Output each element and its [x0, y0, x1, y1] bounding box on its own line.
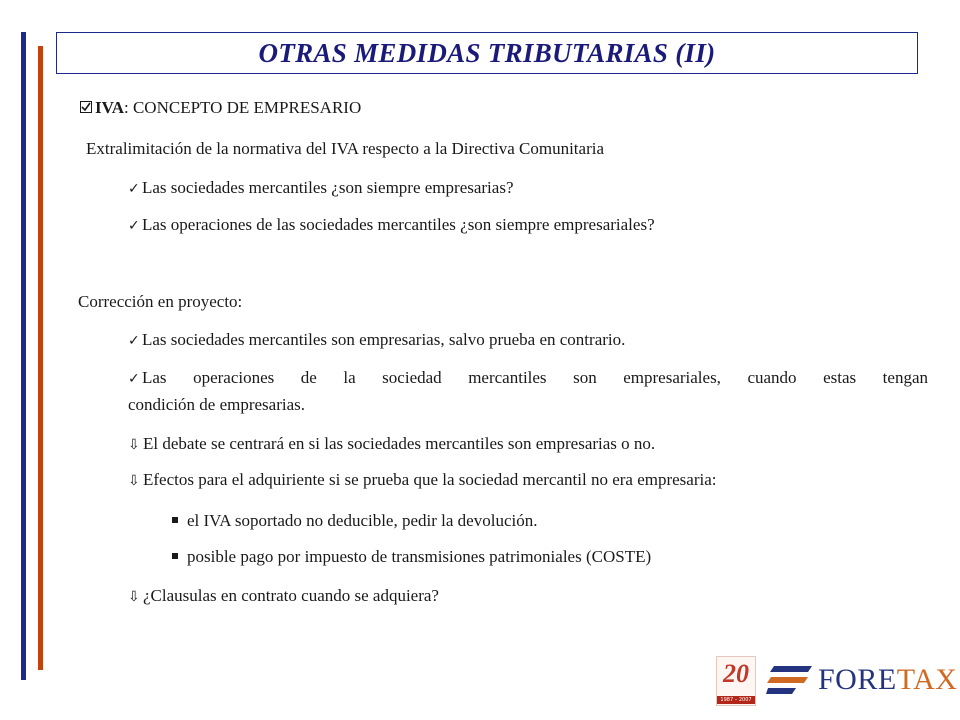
seal-years: 1987 – 2007 — [717, 696, 755, 704]
left-blue-bar — [21, 32, 26, 680]
seal-number: 20 — [723, 659, 749, 688]
list-item-text: El debate se centrará en si las sociedades mercantiles son empresarias o no. — [143, 434, 656, 453]
foretax-logo — [716, 656, 958, 706]
list-item-text: Las sociedades mercantiles son empresarias, salvo prueba en contrario. — [142, 330, 626, 349]
slide-title: OTRAS MEDIDAS TRIBUTARIAS (II) — [258, 37, 716, 68]
list-item — [128, 367, 928, 390]
checkmark-icon: ✓ — [128, 181, 140, 197]
intro-text: Extralimitación de la normativa del IVA respecto a la Directiva Comunitaria — [86, 139, 605, 158]
left-red-bar — [38, 46, 43, 670]
brand-stripes-icon — [766, 664, 812, 698]
list-item-text: Las operaciones de la sociedad mercantiles son empresariales, cuando estas tengan — [142, 368, 928, 387]
list-item-text: Efectos para el adquiriente si se prueba que la sociedad mercantil no era empresaria: — [143, 470, 717, 489]
list-item — [128, 329, 625, 352]
list-item-text: el IVA soportado no deducible, pedir la devolución. — [187, 511, 538, 530]
square-bullet-icon — [172, 553, 178, 559]
down-arrow-icon: ⇩ — [128, 437, 140, 453]
slide-title-box — [56, 32, 918, 74]
checkmark-icon: ✓ — [128, 333, 140, 349]
list-item — [172, 510, 537, 532]
section-heading-rest: : CONCEPTO DE EMPRESARIO — [123, 98, 362, 117]
list-item — [128, 214, 655, 237]
list-item — [172, 546, 651, 568]
list-item — [128, 177, 514, 200]
list-item — [128, 585, 439, 608]
list-item-text: posible pago por impuesto de transmisiones patrimoniales (COSTE) — [187, 547, 652, 566]
list-item-text: Las operaciones de las sociedades mercantiles ¿son siempre empresariales? — [142, 215, 655, 234]
list-item-text: ¿Clausulas en contrato cuando se adquiera? — [143, 586, 439, 605]
list-item — [128, 433, 655, 456]
square-bullet-icon — [172, 517, 178, 523]
brand-name-part2: TAX — [896, 663, 958, 696]
brand-name-part1: FORE — [818, 663, 897, 696]
down-arrow-icon: ⇩ — [128, 589, 140, 605]
section-heading — [80, 97, 361, 120]
list-item — [128, 469, 716, 492]
list-item-text: Las sociedades mercantiles ¿son siempre empresarias? — [142, 178, 514, 197]
brand-name — [818, 662, 957, 698]
checkmark-icon: ✓ — [128, 371, 140, 387]
down-arrow-icon: ⇩ — [128, 473, 140, 489]
checkmark-icon: ✓ — [128, 218, 140, 234]
section-heading-bold: IVA — [95, 98, 124, 117]
correction-heading: Corrección en proyecto: — [78, 292, 243, 311]
anniversary-seal — [716, 656, 756, 706]
list-item-continuation: condición de empresarias. — [128, 395, 306, 414]
checked-box-icon — [80, 98, 95, 120]
